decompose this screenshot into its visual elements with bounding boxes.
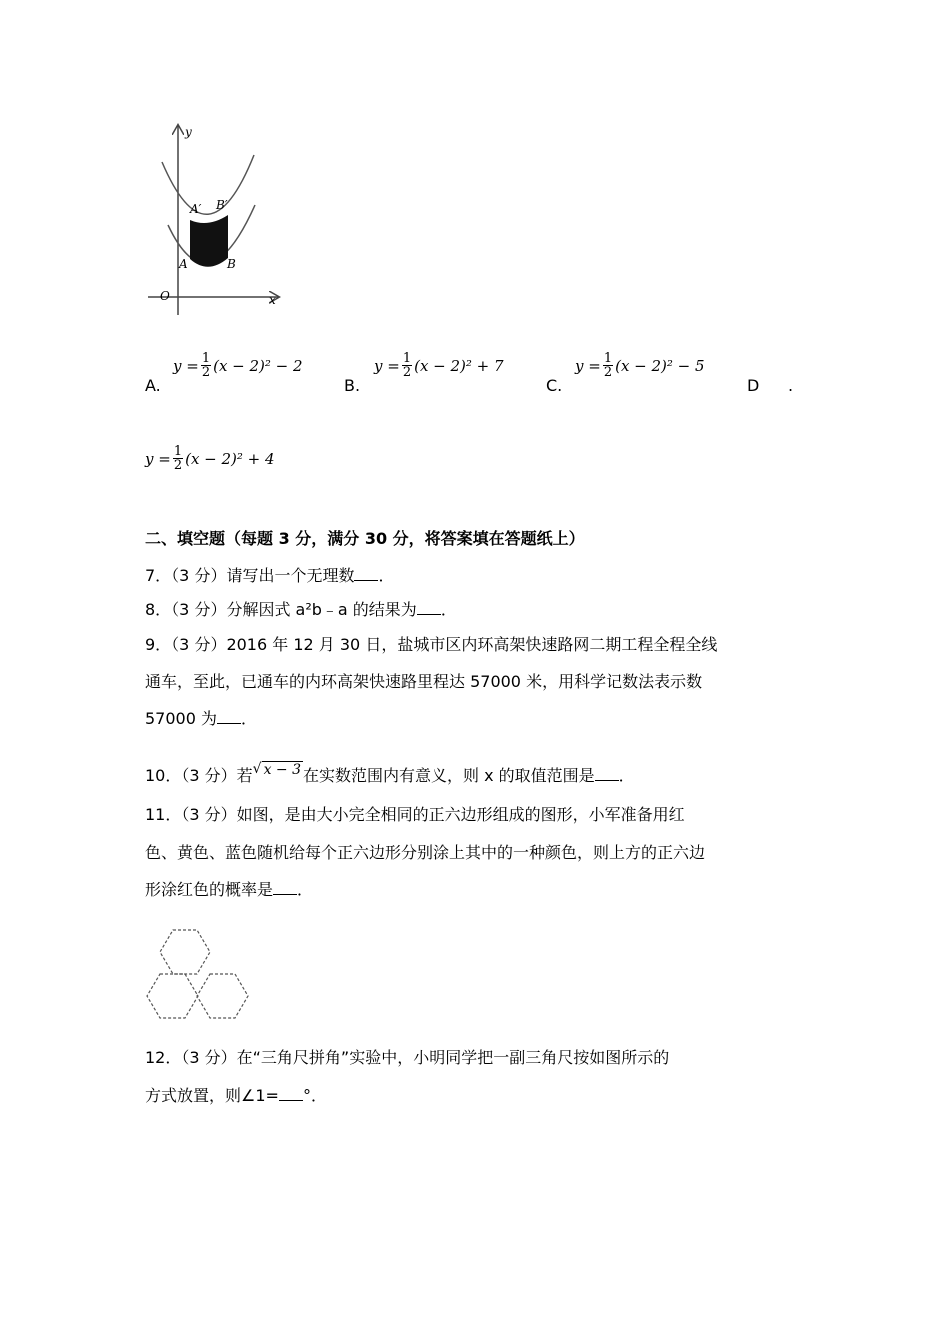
answer-blank: [595, 779, 619, 781]
question-9-line3: 57000 为 ．: [145, 709, 258, 728]
shaded-region: [190, 215, 228, 267]
parabola-graph: [140, 120, 290, 320]
question-12-line2: 方式放置，则∠1= °．: [145, 1086, 327, 1105]
option-b-label: B.: [344, 376, 361, 395]
option-d-formula: y = $\frac{1}{2}$ (x − 2)² + 4: [145, 444, 275, 473]
option-d-dot: .: [788, 376, 794, 395]
bottom-left-hexagon: [147, 974, 198, 1018]
answer-blank: [354, 579, 378, 581]
answer-blank: [217, 722, 241, 724]
top-hexagon: [160, 930, 210, 974]
a-label: A: [179, 257, 188, 271]
b-label: B: [227, 257, 236, 271]
a-prime-label: A′: [190, 202, 202, 216]
answer-blank: [279, 1099, 303, 1101]
option-c-label: C.: [546, 376, 563, 395]
bottom-right-hexagon: [197, 974, 248, 1018]
question-9-line2: 通车，至此，已通车的内环高架快速路里程达 57000 米，用科学记数法表示数: [145, 672, 703, 691]
upper-parabola: [162, 155, 254, 214]
answer-blank: [417, 613, 441, 615]
question-7: 7．（3 分）请写出一个无理数 ．: [145, 566, 395, 585]
hexagon-figure: [140, 920, 260, 1025]
sqrt-expression: √ x − 3: [252, 761, 301, 778]
option-c-formula: y = $\frac{1}{2}$ (x − 2)² − 5: [575, 351, 705, 380]
y-axis-label: y: [185, 125, 192, 139]
option-d-label: D: [747, 376, 760, 395]
option-b-formula: y = $\frac{1}{2}$ (x − 2)² + 7: [374, 351, 504, 380]
question-12-line1: 12．（3 分）在“三角尺拼角”实验中，小明同学把一副三角尺按如图所示的: [145, 1048, 670, 1067]
question-9-line1: 9．（3 分）2016 年 12 月 30 日，盐城市区内环高架快速路网二期工程全程全线: [145, 635, 718, 654]
question-10: 10．（3 分）若 √ x − 3 在实数范围内有意义，则 x 的取值范围是 ．: [145, 761, 635, 785]
question-8: 8．（3 分）分解因式 a²b﹣a 的结果为 ．: [145, 600, 457, 619]
answer-blank: [273, 893, 297, 895]
question-11-line1: 11．（3 分）如图，是由大小完全相同的正六边形组成的图形，小军准备用红: [145, 805, 685, 824]
option-a-formula: y = $\frac{1}{2}$ (x − 2)² − 2: [173, 351, 303, 380]
x-axis-label: x: [269, 293, 276, 307]
option-a-label: A.: [145, 376, 161, 395]
question-11-line2: 色、黄色、蓝色随机给每个正六边形分别涂上其中的一种颜色，则上方的正六边: [145, 843, 706, 862]
section-title: 二、填空题（每题 3 分，满分 30 分，将答案填在答题纸上）: [145, 529, 585, 548]
b-prime-label: B′: [216, 198, 228, 212]
question-11-line3: 形涂红色的概率是 ．: [145, 880, 314, 899]
origin-label: O: [160, 289, 170, 303]
